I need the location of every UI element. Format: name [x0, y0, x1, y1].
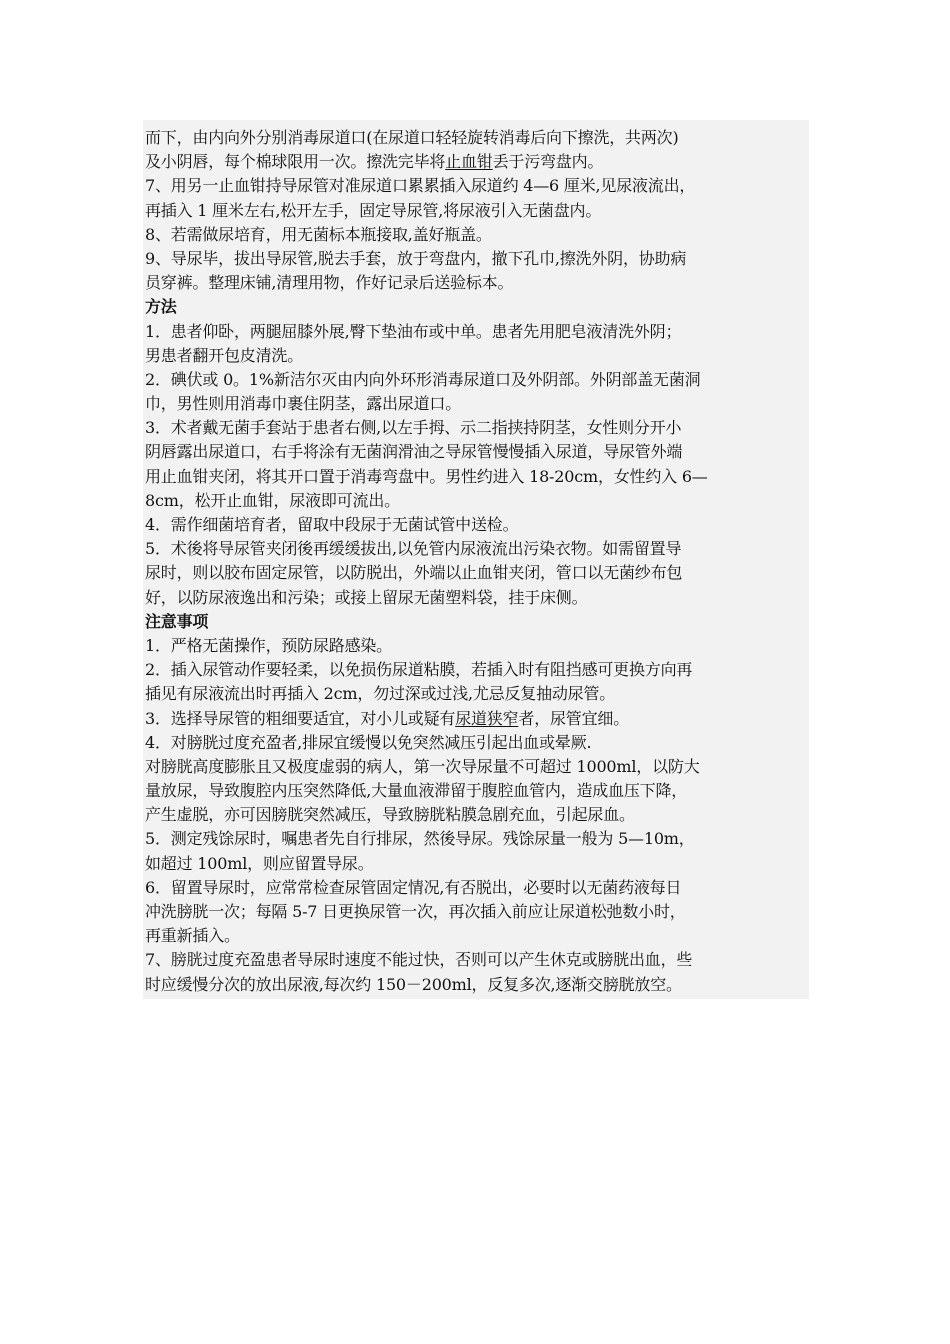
text-span: 量放尿，导致腹腔内压突然降低,大量血液滞留于腹腔血管内，造成血压下降，: [145, 781, 688, 801]
text-line: [145, 973, 809, 997]
section-heading: [145, 610, 809, 634]
text-line: [145, 489, 809, 513]
text-span: 9、导尿毕，拔出导尿管,脱去手套，放于弯盘内，撤下孔巾,擦洗外阴，协助病: [145, 248, 687, 268]
text-line: [145, 658, 809, 682]
text-span: 如超过 100ml，则应留置导尿。: [145, 853, 374, 873]
text-line: [145, 561, 809, 585]
text-span: 4．对膀胱过度充盈者,排尿宜缓慢以免突然减压引起出血或晕厥.: [145, 732, 592, 752]
text-span: 6．留置导尿时，应常常检查尿管固定情况,有否脱出，必要时以无菌药液每日: [145, 877, 682, 897]
underlined-term: 尿道狭窄: [455, 708, 519, 728]
text-span: 7、膀胱过度充盈患者导尿时速度不能过快，否则可以产生休克或膀胱出血，些: [145, 950, 693, 970]
text-span: 3．术者戴无菌手套站于患者右侧,以左手拇、示二指挟持阴茎，女性则分开小: [145, 418, 682, 438]
text-span: 4．需作细菌培育者，留取中段尿于无菌试管中送检。: [145, 515, 519, 534]
underlined-term: 止血钳: [445, 152, 493, 172]
text-line: [145, 247, 809, 271]
text-line: [145, 416, 809, 440]
text-line: [145, 440, 809, 464]
text-span: 8cm，松开止血钳，尿液即可流出。: [145, 490, 400, 510]
text-line: [145, 392, 809, 416]
text-span: 再重新插入。: [145, 926, 240, 946]
text-span: 插见有尿液流出时再插入 2cm，勿过深或过浅,尤忌反复抽动尿管。: [145, 684, 616, 704]
text-line: [145, 707, 809, 731]
text-span: 而下，由内向外分别消毒尿道口(在尿道口轻轻旋转消毒后向下擦洗，共两次): [145, 128, 679, 147]
text-span: 员穿裤。整理床铺,清理用物，作好记录后送验标本。: [145, 273, 514, 293]
text-span: 阴唇露出尿道口，右手将涂有无菌润滑油之导尿管慢慢插入尿道，导尿管外端: [145, 442, 683, 462]
text-line: [145, 150, 809, 174]
text-line: [145, 779, 809, 803]
text-span: 用止血钳夹闭，将其开口置于消毒弯盘中。男性约进入 18-20cm，女性约入 6—: [145, 466, 708, 486]
text-line: [145, 634, 809, 658]
text-span: 方法: [145, 297, 177, 317]
text-line: [145, 513, 809, 537]
text-span: 及小阴唇，每个棉球限用一次。擦洗完毕将: [145, 152, 446, 172]
text-line: [145, 731, 809, 755]
text-line: [145, 948, 809, 972]
section-heading: [145, 295, 809, 319]
text-line: [145, 900, 809, 924]
text-line: [145, 586, 809, 610]
text-span: 男患者翻开包皮清洗。: [145, 345, 304, 365]
text-span: 丢于污弯盘内。: [492, 152, 604, 172]
text-line: [145, 271, 809, 295]
text-span: 1．严格无菌操作，预防尿路感染。: [145, 635, 392, 655]
text-line: [145, 924, 809, 948]
text-span: 2．碘伏或 0。1%新洁尔灭由内向外环形消毒尿道口及外阴部。外阴部盖无菌洞: [145, 369, 701, 389]
text-line: [145, 126, 809, 150]
text-span: 产生虚脱，亦可因膀胱突然减压，导致膀胱粘膜急剧充血，引起尿血。: [145, 805, 635, 825]
text-span: 3．选择导尿管的粗细要适宜，对小儿或疑有: [145, 708, 456, 728]
text-span: 对膀胱高度膨胀且又极度虚弱的病人，第一次导尿量不可超过 1000ml，以防大: [145, 756, 700, 776]
text-line: [145, 755, 809, 779]
text-span: 好，以防尿液逸出和污染；或接上留尿无菌塑料袋，挂于床侧。: [145, 587, 588, 607]
text-line: [145, 199, 809, 223]
text-line: [145, 803, 809, 827]
text-span: 8、若需做尿培育，用无菌标本瓶接取,盖好瓶盖。: [145, 224, 492, 244]
document-text-block: [143, 120, 809, 999]
text-span: 5．测定残馀尿时，嘱患者先自行排尿，然後导尿。残馀尿量一般为 5—10m，: [145, 829, 695, 849]
text-line: [145, 682, 809, 706]
text-line: [145, 174, 809, 198]
text-span: 冲洗膀胱一次；每隔 5-7 日更换尿管一次，再次插入前应让尿道松弛数小时，: [145, 902, 686, 921]
text-line: [145, 827, 809, 851]
text-line: [145, 344, 809, 368]
text-line: [145, 852, 809, 876]
text-line: [145, 223, 809, 247]
text-span: 1．患者仰卧，两腿屈膝外展,臀下垫油布或中单。患者先用肥皂液清洗外阴；: [145, 321, 682, 341]
text-line: [145, 368, 809, 392]
text-line: [145, 465, 809, 489]
text-span: 7、用另一止血钳持导尿管对准尿道口累累插入尿道约 4—6 厘米,见尿液流出，: [145, 176, 696, 196]
text-span: 注意事项: [145, 611, 209, 631]
text-line: [145, 537, 809, 561]
text-span: 者，尿管宜细。: [518, 708, 629, 728]
text-span: 再插入 1 厘米左右,松开左手，固定导尿管,将尿液引入无菌盘内。: [145, 200, 602, 220]
text-span: 5．术後将导尿管夹闭後再缓缓拔出,以免管内尿液流出污染衣物。如需留置导: [145, 539, 682, 559]
text-span: 2．插入尿管动作要轻柔，以免损伤尿道粘膜，若插入时有阻挡感可更换方向再: [145, 660, 693, 680]
text-span: 尿时，则以胶布固定尿管，以防脱出，外端以止血钳夹闭，管口以无菌纱布包: [145, 563, 683, 583]
text-line: [145, 876, 809, 900]
text-span: 巾，男性则用消毒巾裹住阴茎，露出尿道口。: [145, 394, 462, 414]
text-line: [145, 320, 809, 344]
text-span: 时应缓慢分次的放出尿液,每次约 150－200ml，反复多次,逐渐交膀胱放空。: [145, 974, 682, 994]
